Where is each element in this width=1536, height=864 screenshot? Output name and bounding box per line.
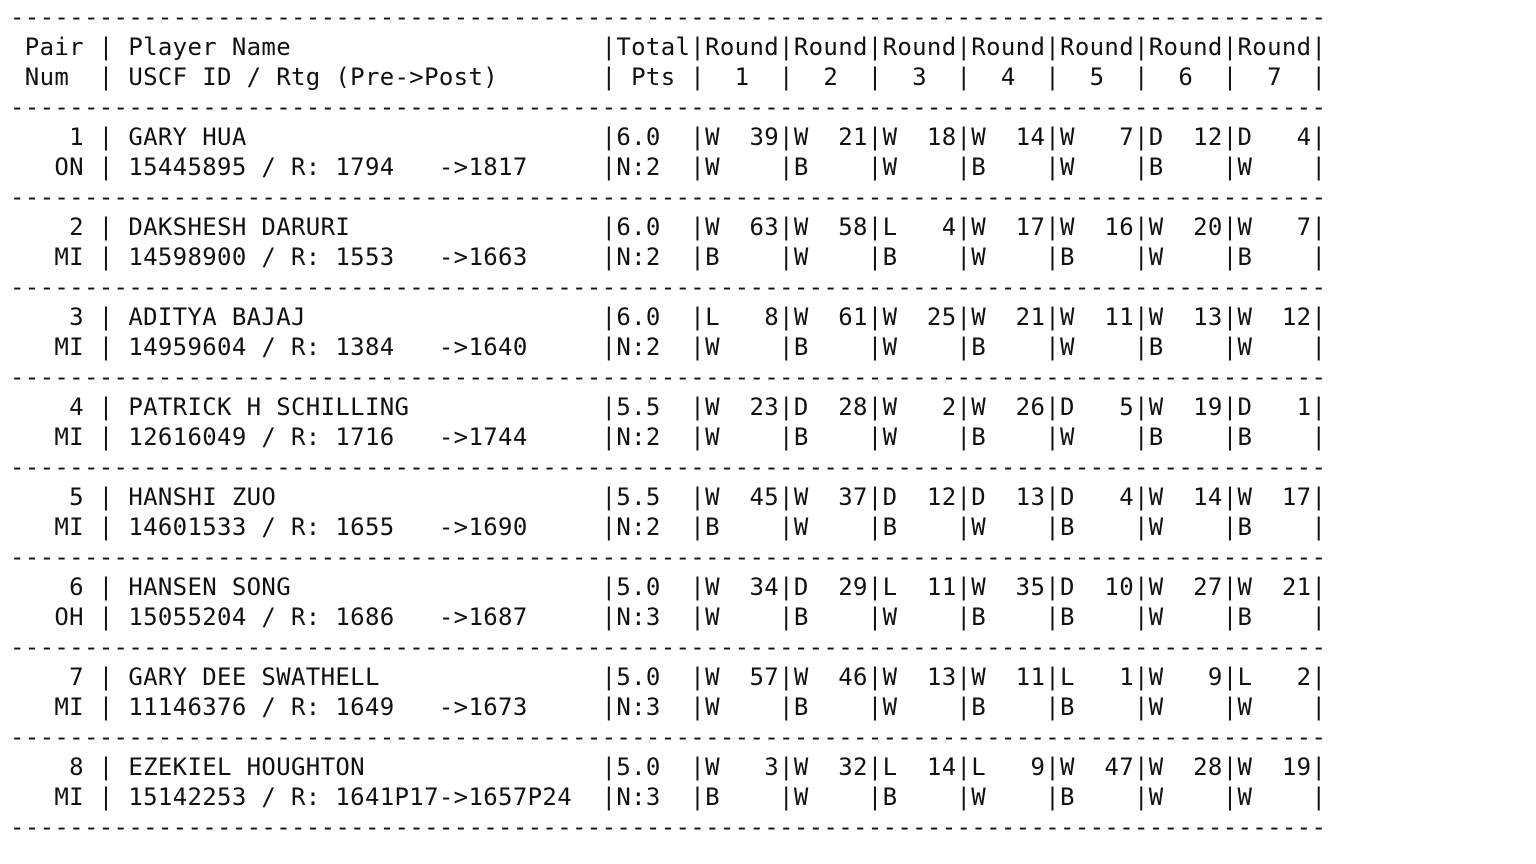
separator-line: ----------------------------------------------------------------------------------------- [10, 633, 1327, 661]
player-2-line-2: MI | 14598900 / R: 1553 ->1663 |N:2 |B |W |B |W |B |W |B | [10, 243, 1327, 271]
player-5-line-2: MI | 14601533 / R: 1655 ->1690 |N:2 |B |W |B |W |B |W |B | [10, 513, 1327, 541]
player-7-line-2: MI | 11146376 / R: 1649 ->1673 |N:3 |W |B |W |B |B |W |W | [10, 693, 1327, 721]
player-8-line-2: MI | 15142253 / R: 1641P17->1657P24 |N:3 |B |W |B |W |B |W |W | [10, 783, 1327, 811]
player-1-line-1: 1 | GARY HUA |6.0 |W 39|W 21|W 18|W 14|W 7|D 12|D 4| [10, 123, 1327, 151]
separator-line: ----------------------------------------------------------------------------------------- [10, 723, 1327, 751]
separator-line: ----------------------------------------------------------------------------------------- [10, 813, 1327, 841]
player-2-line-1: 2 | DAKSHESH DARURI |6.0 |W 63|W 58|L 4|W 17|W 16|W 20|W 7| [10, 213, 1327, 241]
separator-line: ----------------------------------------------------------------------------------------- [10, 3, 1327, 31]
player-3-line-1: 3 | ADITYA BAJAJ |6.0 |L 8|W 61|W 25|W 21|W 11|W 13|W 12| [10, 303, 1327, 331]
header-line-2: Num | USCF ID / Rtg (Pre->Post) | Pts | 1 | 2 | 3 | 4 | 5 | 6 | 7 | [10, 63, 1342, 91]
player-8-line-1: 8 | EZEKIEL HOUGHTON |5.0 |W 3|W 32|L 14|L 9|W 47|W 28|W 19| [10, 753, 1327, 781]
player-3-line-2: MI | 14959604 / R: 1384 ->1640 |N:2 |W |B |W |B |W |B |W | [10, 333, 1327, 361]
separator-line: ----------------------------------------------------------------------------------------- [10, 93, 1327, 121]
player-4-line-1: 4 | PATRICK H SCHILLING |5.5 |W 23|D 28|W 2|W 26|D 5|W 19|D 1| [10, 393, 1327, 421]
header-line-1: Pair | Player Name |Total|Round|Round|Round|Round|Round|Round|Round| [10, 33, 1342, 61]
separator-line: ----------------------------------------------------------------------------------------- [10, 453, 1327, 481]
player-4-line-2: MI | 12616049 / R: 1716 ->1744 |N:2 |W |B |W |B |W |B |B | [10, 423, 1327, 451]
player-6-line-2: OH | 15055204 / R: 1686 ->1687 |N:3 |W |B |W |B |B |W |B | [10, 603, 1327, 631]
separator-line: ----------------------------------------------------------------------------------------- [10, 363, 1327, 391]
separator-line: ----------------------------------------------------------------------------------------- [10, 273, 1327, 301]
crosstable-report [10, 2, 1341, 842]
player-5-line-1: 5 | HANSHI ZUO |5.5 |W 45|W 37|D 12|D 13|D 4|W 14|W 17| [10, 483, 1327, 511]
separator-line: ----------------------------------------------------------------------------------------- [10, 543, 1327, 571]
player-7-line-1: 7 | GARY DEE SWATHELL |5.0 |W 57|W 46|W 13|W 11|L 1|W 9|L 2| [10, 663, 1327, 691]
separator-line: ----------------------------------------------------------------------------------------- [10, 183, 1327, 211]
player-6-line-1: 6 | HANSEN SONG |5.0 |W 34|D 29|L 11|W 35|D 10|W 27|W 21| [10, 573, 1327, 601]
player-1-line-2: ON | 15445895 / R: 1794 ->1817 |N:2 |W |B |W |B |W |B |W | [10, 153, 1327, 181]
